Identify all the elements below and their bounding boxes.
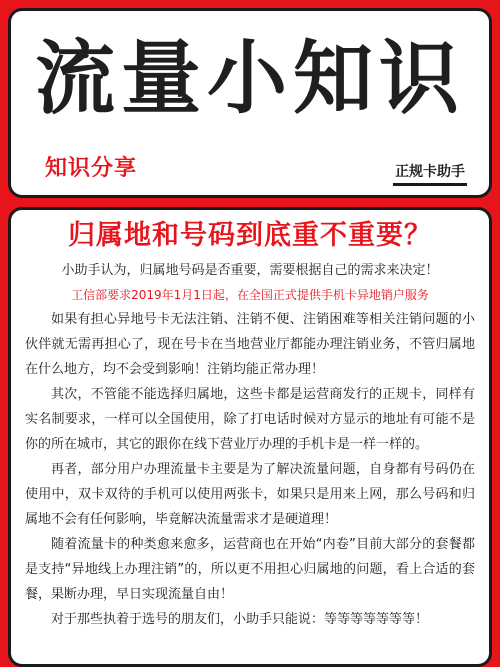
article-card <box>8 207 492 667</box>
header-card <box>8 8 492 198</box>
subtitle: 知识分享 <box>45 156 138 181</box>
article-paragraph: 随着流量卡的种类愈来愈多，运营商也在开始“内卷”目前大部分的套餐都是支持“异地线上办理注销”的，所以更不用担心归属地的问题，看上合适的套餐，果断办理，早日实现流量自由！ <box>25 537 475 602</box>
brand-label: 正规卡助手 <box>393 161 467 186</box>
article-notice: 工信部要求2019年1月1日起，在全国正式提供手机卡异地销户服务 <box>71 288 429 302</box>
article-paragraph: 如果有担心异地号卡无法注销、注销不便、注销困难等相关注销问题的小伙伴就无需再担心了，现在号卡在当地营业厅都能办理注销业务，不管归属地在什么地方，均不会受到影响！注销均能正常办理！ <box>25 312 475 377</box>
article-headline: 归属地和号码到底重不重要？ <box>68 220 432 251</box>
article-paragraph: 对于那些执着于选号的朋友们，小助手只能说：等等等等等等等！ <box>51 612 429 627</box>
page-title: 流量小知识 <box>35 32 465 125</box>
article-paragraph: 其次，不管能不能选择归属地，这些卡都是运营商发行的正规卡，同样有实名制要求，一样可以全国使用，除了打电话时候对方显示的地址有可能不是你的所在城市，其它的跟你在线下营业厅办理的手机卡是一样一样的。 <box>25 387 475 452</box>
article-paragraph: 再者，部分用户办理流量卡主要是为了解决流量问题，自身都有号码仍在使用中，双卡双待的手机可以使用两张卡，如果只是用来上网，那么号码和归属地不会有任何影响，毕竟解决流量需求才是硬道理！ <box>25 462 475 527</box>
article-intro: 小助手认为，归属地号码是否重要，需要根据自己的需求来决定！ <box>61 263 439 278</box>
